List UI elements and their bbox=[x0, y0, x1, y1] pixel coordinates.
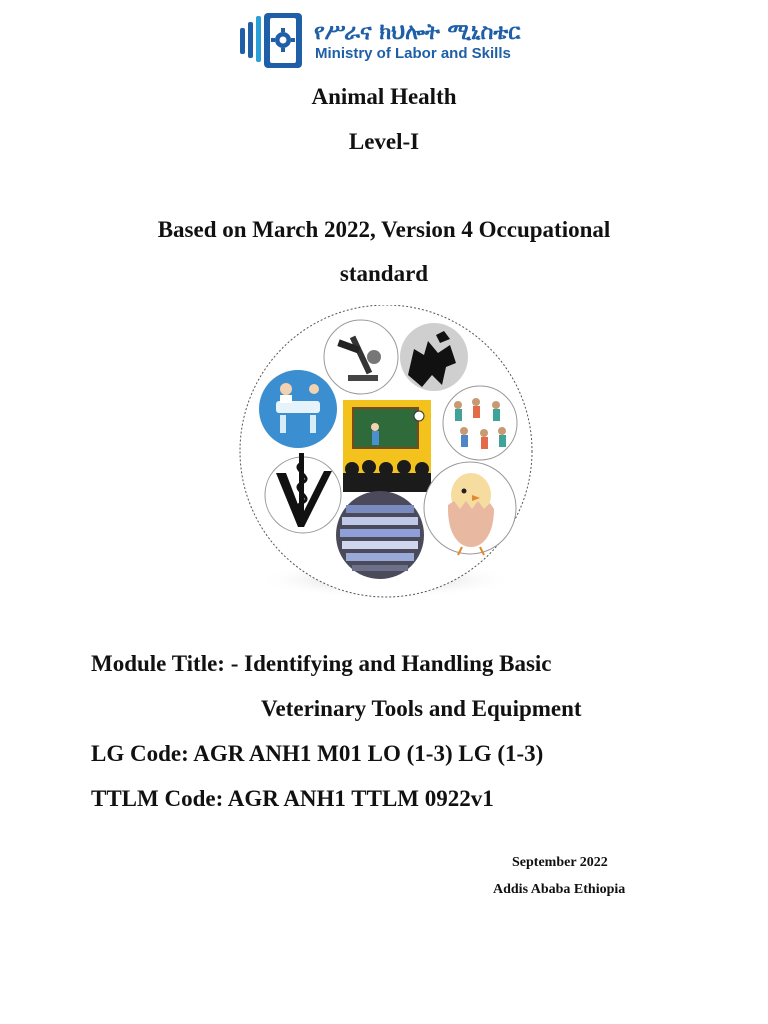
logo-title-amharic: የሥራና ክህሎት ሚኒስቴር bbox=[314, 20, 521, 45]
level-title: Level-I bbox=[348, 129, 420, 154]
ttlm-code: TTLM Code: AGR ANH1 TTLM 0922v1 bbox=[91, 786, 494, 811]
lg-code: LG Code: AGR ANH1 M01 LO (1-3) LG (1-3) bbox=[91, 741, 544, 766]
ministry-logo-icon bbox=[238, 10, 310, 72]
livestock-icon bbox=[400, 323, 468, 391]
chick-egg-icon bbox=[424, 462, 516, 555]
classroom-icon bbox=[343, 400, 431, 492]
pharmacy-icon bbox=[336, 491, 424, 579]
module-title-line-2: Veterinary Tools and Equipment bbox=[261, 696, 582, 721]
module-title-line-1: Module Title: - Identifying and Handling Basic bbox=[91, 651, 552, 676]
subject-title: Animal Health bbox=[311, 84, 457, 109]
lab-equipment-icon bbox=[259, 370, 337, 448]
logo-title-english: Ministry of Labor and Skills bbox=[315, 45, 511, 62]
publication-date: September 2022 bbox=[512, 855, 608, 870]
microscope-icon bbox=[324, 320, 398, 394]
basis-line-2: standard bbox=[339, 261, 429, 286]
cover-collage bbox=[228, 305, 544, 600]
people-icon bbox=[443, 386, 517, 460]
basis-line-1: Based on March 2022, Version 4 Occupational bbox=[157, 217, 611, 242]
publication-place: Addis Ababa Ethiopia bbox=[493, 882, 626, 897]
